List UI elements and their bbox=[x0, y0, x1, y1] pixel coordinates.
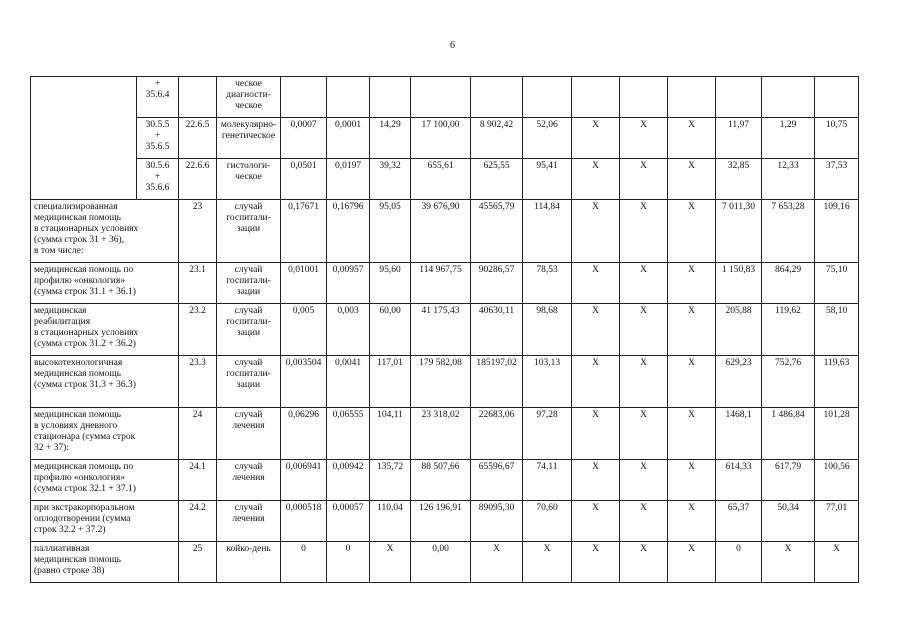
value-cell-12: 100,56 bbox=[815, 460, 859, 501]
value-cell-7: X bbox=[572, 460, 620, 501]
value-cell-5: 40630,11 bbox=[471, 304, 523, 356]
page-number: 6 bbox=[450, 40, 455, 51]
value-cell-11: 119,62 bbox=[762, 304, 815, 356]
table-body bbox=[31, 77, 859, 583]
value-cell-2: 0,0001 bbox=[327, 118, 370, 159]
value-cell-5: X bbox=[471, 542, 523, 583]
report-table bbox=[30, 76, 859, 583]
value-cell-2: 0 bbox=[327, 542, 370, 583]
value-cell-5: 22683,06 bbox=[471, 408, 523, 460]
value-cell-6: 74,11 bbox=[523, 460, 572, 501]
value-cell-6: 78,53 bbox=[523, 263, 572, 304]
value-cell-9: X bbox=[668, 460, 716, 501]
table-row bbox=[31, 542, 859, 583]
value-cell-4: 41 175,43 bbox=[411, 304, 471, 356]
value-cell-8: X bbox=[620, 408, 668, 460]
value-cell-10: 614,33 bbox=[716, 460, 762, 501]
value-cell-6 bbox=[523, 77, 572, 118]
value-cell-5: 8 902,42 bbox=[471, 118, 523, 159]
source-lines-cell: + 35.6.4 bbox=[137, 77, 179, 118]
line-code-cell: 24.2 bbox=[179, 501, 217, 542]
value-cell-4: 39 676,90 bbox=[411, 200, 471, 263]
value-cell-10: 0 bbox=[716, 542, 762, 583]
value-cell-9: X bbox=[668, 118, 716, 159]
value-cell-1: 0,003504 bbox=[281, 356, 327, 408]
value-cell-3: 117,01 bbox=[370, 356, 411, 408]
value-cell-4: 655,61 bbox=[411, 159, 471, 200]
line-code-cell: 23.2 bbox=[179, 304, 217, 356]
value-cell-12: 10,75 bbox=[815, 118, 859, 159]
value-cell-12: 77,01 bbox=[815, 501, 859, 542]
value-cell-3: 110,04 bbox=[370, 501, 411, 542]
value-cell-1: 0,000518 bbox=[281, 501, 327, 542]
value-cell-6: 52,06 bbox=[523, 118, 572, 159]
value-cell-11: 752,76 bbox=[762, 356, 815, 408]
value-cell-3: 104,11 bbox=[370, 408, 411, 460]
value-cell-6: 103,13 bbox=[523, 356, 572, 408]
value-cell-11: 12,33 bbox=[762, 159, 815, 200]
value-cell-9: X bbox=[668, 542, 716, 583]
value-cell-6: 98,68 bbox=[523, 304, 572, 356]
value-cell-9: X bbox=[668, 159, 716, 200]
value-cell-5: 65596,67 bbox=[471, 460, 523, 501]
value-cell-9 bbox=[668, 77, 716, 118]
value-cell-11: 864,29 bbox=[762, 263, 815, 304]
value-cell-7 bbox=[572, 77, 620, 118]
unit-cell: гистологи- ческое bbox=[217, 159, 281, 200]
value-cell-11: 1 486,84 bbox=[762, 408, 815, 460]
line-code-cell: 24 bbox=[179, 408, 217, 460]
value-cell-5: 45565,79 bbox=[471, 200, 523, 263]
value-cell-6: 97,28 bbox=[523, 408, 572, 460]
value-cell-4: 23 318,02 bbox=[411, 408, 471, 460]
line-code-cell bbox=[179, 77, 217, 118]
value-cell-4: 126 196,91 bbox=[411, 501, 471, 542]
value-cell-12: 37,53 bbox=[815, 159, 859, 200]
value-cell-7: X bbox=[572, 501, 620, 542]
unit-cell: молекулярно- генетическое bbox=[217, 118, 281, 159]
value-cell-8: X bbox=[620, 356, 668, 408]
unit-cell: случай госпитали- зации bbox=[217, 356, 281, 408]
value-cell-1: 0,17671 bbox=[281, 200, 327, 263]
table-row bbox=[31, 501, 859, 542]
value-cell-2: 0,0041 bbox=[327, 356, 370, 408]
unit-cell: случай лечения bbox=[217, 408, 281, 460]
value-cell-4: 88 507,66 bbox=[411, 460, 471, 501]
value-cell-9: X bbox=[668, 263, 716, 304]
value-cell-9: X bbox=[668, 408, 716, 460]
value-cell-10: 11,97 bbox=[716, 118, 762, 159]
row-name-cell: медицинская реабилитация в стационарных условиях (сумма строк 31.2 + 36.2) bbox=[31, 304, 179, 356]
value-cell-6: X bbox=[523, 542, 572, 583]
value-cell-2: 0,16796 bbox=[327, 200, 370, 263]
value-cell-10: 205,88 bbox=[716, 304, 762, 356]
value-cell-1: 0,005 bbox=[281, 304, 327, 356]
value-cell-7: X bbox=[572, 304, 620, 356]
row-name-cell: высокотехнологичная медицинская помощь (сумма строк 31.3 + 36.3) bbox=[31, 356, 179, 408]
value-cell-2: 0,00942 bbox=[327, 460, 370, 501]
value-cell-4 bbox=[411, 77, 471, 118]
table-row bbox=[31, 159, 859, 200]
value-cell-4: 179 582,08 bbox=[411, 356, 471, 408]
value-cell-3: 95,60 bbox=[370, 263, 411, 304]
value-cell-4: 17 100,00 bbox=[411, 118, 471, 159]
value-cell-1: 0,06296 bbox=[281, 408, 327, 460]
value-cell-5: 625,55 bbox=[471, 159, 523, 200]
row-name-cell: медицинская помощь в условиях дневного стационара (сумма строк 32 + 37): bbox=[31, 408, 179, 460]
row-name-cell: медицинская помощь по профилю «онкология» (сумма строк 31.1 + 36.1) bbox=[31, 263, 179, 304]
value-cell-12: 119,63 bbox=[815, 356, 859, 408]
value-cell-12: X bbox=[815, 542, 859, 583]
value-cell-6: 114,84 bbox=[523, 200, 572, 263]
value-cell-11: 50,34 bbox=[762, 501, 815, 542]
row-name-cell: специализированная медицинская помощь в стационарных условиях (сумма строк 31 + 36), в том числе: bbox=[31, 200, 179, 263]
value-cell-3: 39,32 bbox=[370, 159, 411, 200]
unit-cell: койко-день bbox=[217, 542, 281, 583]
value-cell-10 bbox=[716, 77, 762, 118]
value-cell-5: 89095,30 bbox=[471, 501, 523, 542]
value-cell-8: X bbox=[620, 304, 668, 356]
value-cell-3: 14,29 bbox=[370, 118, 411, 159]
value-cell-1: 0 bbox=[281, 542, 327, 583]
value-cell-8: X bbox=[620, 542, 668, 583]
value-cell-8: X bbox=[620, 460, 668, 501]
value-cell-1: 0,006941 bbox=[281, 460, 327, 501]
value-cell-7: X bbox=[572, 356, 620, 408]
value-cell-12: 101,28 bbox=[815, 408, 859, 460]
table-row bbox=[31, 77, 859, 118]
value-cell-9: X bbox=[668, 200, 716, 263]
table-row bbox=[31, 200, 859, 263]
source-lines-cell: 30.5.6 + 35.6.6 bbox=[137, 159, 179, 200]
value-cell-9: X bbox=[668, 501, 716, 542]
value-cell-6: 95,41 bbox=[523, 159, 572, 200]
line-code-cell: 22.6.6 bbox=[179, 159, 217, 200]
value-cell-11: X bbox=[762, 542, 815, 583]
unit-cell: ческое диагности- ческое bbox=[217, 77, 281, 118]
unit-cell: случай госпитали- зации bbox=[217, 200, 281, 263]
value-cell-5: 185197,02 bbox=[471, 356, 523, 408]
value-cell-12: 75,10 bbox=[815, 263, 859, 304]
value-cell-5: 90286,57 bbox=[471, 263, 523, 304]
value-cell-2: 0,06555 bbox=[327, 408, 370, 460]
line-code-cell: 22.6.5 bbox=[179, 118, 217, 159]
value-cell-10: 32,85 bbox=[716, 159, 762, 200]
value-cell-8: X bbox=[620, 501, 668, 542]
value-cell-12: 109,16 bbox=[815, 200, 859, 263]
value-cell-7: X bbox=[572, 159, 620, 200]
value-cell-12 bbox=[815, 77, 859, 118]
table-row bbox=[31, 118, 859, 159]
row-name-cell: медицинская помощь по профилю «онкология» (сумма строк 32.1 + 37.1) bbox=[31, 460, 179, 501]
value-cell-4: 0,00 bbox=[411, 542, 471, 583]
line-code-cell: 23 bbox=[179, 200, 217, 263]
value-cell-8: X bbox=[620, 263, 668, 304]
value-cell-9: X bbox=[668, 304, 716, 356]
value-cell-11: 1,29 bbox=[762, 118, 815, 159]
value-cell-8: X bbox=[620, 159, 668, 200]
value-cell-1: 0,0007 bbox=[281, 118, 327, 159]
value-cell-2: 0,0197 bbox=[327, 159, 370, 200]
value-cell-3: X bbox=[370, 542, 411, 583]
table-row bbox=[31, 356, 859, 408]
value-cell-10: 1468,1 bbox=[716, 408, 762, 460]
value-cell-2: 0,00057 bbox=[327, 501, 370, 542]
table-row bbox=[31, 408, 859, 460]
value-cell-7: X bbox=[572, 200, 620, 263]
value-cell-2: 0,003 bbox=[327, 304, 370, 356]
value-cell-5 bbox=[471, 77, 523, 118]
value-cell-10: 7 011,30 bbox=[716, 200, 762, 263]
line-code-cell: 23.1 bbox=[179, 263, 217, 304]
unit-cell: случай госпитали- зации bbox=[217, 263, 281, 304]
value-cell-7: X bbox=[572, 542, 620, 583]
row-name-cell: паллиативная медицинская помощь (равно строке 38) bbox=[31, 542, 179, 583]
line-code-cell: 24.1 bbox=[179, 460, 217, 501]
line-code-cell: 25 bbox=[179, 542, 217, 583]
value-cell-1: 0,01001 bbox=[281, 263, 327, 304]
row-name-cell bbox=[31, 77, 137, 200]
value-cell-3: 135,72 bbox=[370, 460, 411, 501]
value-cell-9: X bbox=[668, 356, 716, 408]
source-lines-cell: 30.5.5 + 35.6.5 bbox=[137, 118, 179, 159]
table-row bbox=[31, 263, 859, 304]
value-cell-8: X bbox=[620, 200, 668, 263]
value-cell-7: X bbox=[572, 408, 620, 460]
value-cell-1: 0,0501 bbox=[281, 159, 327, 200]
row-name-cell: при экстракорпоральном оплодотворении (сумма строк 32.2 + 37.2) bbox=[31, 501, 179, 542]
value-cell-7: X bbox=[572, 118, 620, 159]
table-row bbox=[31, 304, 859, 356]
value-cell-10: 65,37 bbox=[716, 501, 762, 542]
value-cell-8 bbox=[620, 77, 668, 118]
value-cell-11: 7 653,28 bbox=[762, 200, 815, 263]
value-cell-3 bbox=[370, 77, 411, 118]
value-cell-1 bbox=[281, 77, 327, 118]
value-cell-7: X bbox=[572, 263, 620, 304]
line-code-cell: 23.3 bbox=[179, 356, 217, 408]
value-cell-11: 617,79 bbox=[762, 460, 815, 501]
value-cell-10: 1 150,83 bbox=[716, 263, 762, 304]
unit-cell: случай госпитали- зации bbox=[217, 304, 281, 356]
table-row bbox=[31, 460, 859, 501]
value-cell-12: 58,10 bbox=[815, 304, 859, 356]
value-cell-4: 114 967,75 bbox=[411, 263, 471, 304]
value-cell-10: 629,23 bbox=[716, 356, 762, 408]
unit-cell: случай лечения bbox=[217, 460, 281, 501]
value-cell-11 bbox=[762, 77, 815, 118]
unit-cell: случай лечения bbox=[217, 501, 281, 542]
value-cell-6: 70,60 bbox=[523, 501, 572, 542]
value-cell-8: X bbox=[620, 118, 668, 159]
value-cell-3: 60,00 bbox=[370, 304, 411, 356]
value-cell-2: 0,00957 bbox=[327, 263, 370, 304]
value-cell-3: 95,05 bbox=[370, 200, 411, 263]
value-cell-2 bbox=[327, 77, 370, 118]
